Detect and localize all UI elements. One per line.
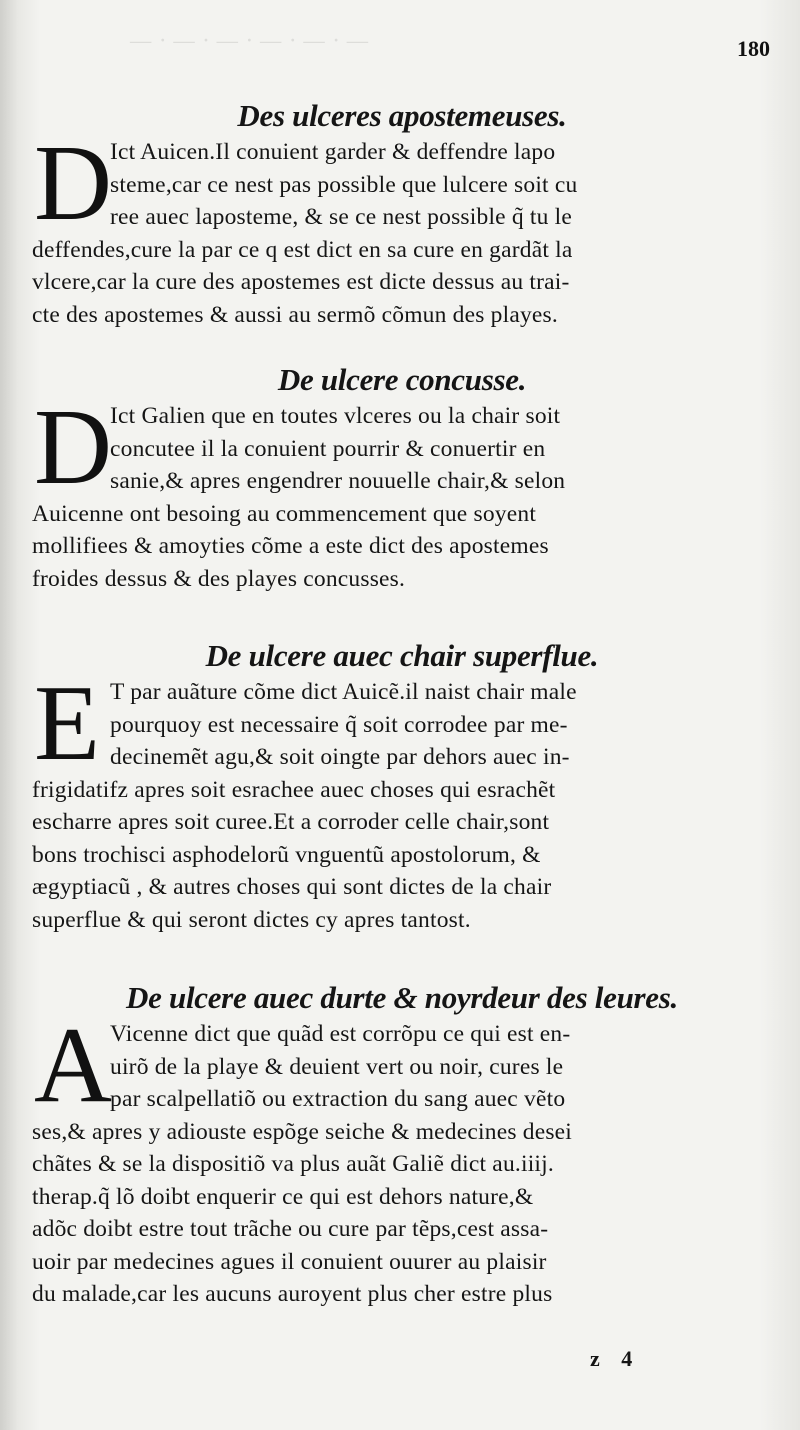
text-line: escharre apres soit curee.Et a corroder celle chair,sont (32, 809, 550, 835)
section-heading: De ulcere auec chair superflue. (205, 638, 599, 673)
text-line: froides dessus & des playes concusses. (32, 565, 406, 592)
text-line: Ict Auicen.Il conuient garder & deffendre lapo (110, 139, 556, 165)
text-line: Auicenne ont besoing au commencement que soyent (32, 500, 537, 527)
text-line: steme,car ce nest pas possible que lulcere soit cu (110, 171, 578, 198)
text-line: frigidatifz apres soit esrachee auec choses qui esrachẽt (32, 776, 556, 803)
signature-mark: z 4 (590, 1346, 641, 1371)
text-line: uoir par medecines agues il conuient ouurer au plaisir (32, 1248, 547, 1275)
section-heading: De ulcere concusse. (277, 362, 527, 397)
text-line: adõc doibt estre tout trãche ou cure par tẽps,cest assa- (32, 1216, 549, 1242)
text-line: ses,& apres y adiouste espõge seiche & medecines desei (32, 1118, 573, 1145)
drop-cap: A (34, 1006, 113, 1125)
section-ulcere-chair-superflue (32, 636, 772, 936)
text-line: concutee il la conuient pourrir & conuertir en (110, 435, 546, 462)
text-line: ree auec laposteme, & se ce nest possible q̃ tu le (110, 204, 573, 230)
text-line: mollifiees & amoyties cõme a este dict des apostemes (32, 533, 549, 559)
text-line: cte des apostemes & aussi au sermõ cõmun des playes. (32, 301, 558, 328)
text-line: chãtes & se la dispositiõ va plus auãt Galiẽ dict au.iiij. (32, 1151, 554, 1177)
text-line: sanie,& apres engendrer nouuelle chair,& selon (110, 468, 566, 494)
section-body (32, 664, 772, 936)
text-line: bons trochisci asphodelorũ vnguentũ apostolorum, & (32, 841, 541, 868)
page-number: 180 (737, 36, 770, 61)
text-line: superflue & qui seront dictes cy apres tantost. (32, 906, 471, 933)
text-line: Vicenne dict que quãd est corrõpu ce qui est en- (110, 1021, 571, 1047)
section-body (32, 388, 772, 595)
drop-cap: D (34, 124, 113, 243)
text-line: du malade,car les aucuns auroyent plus cher estre plus (32, 1281, 553, 1307)
text-line: Ict Galien que en toutes vlceres ou la chair soit (110, 403, 561, 429)
section-heading: De ulcere auec durte & noyrdeur des leures. (126, 980, 678, 1015)
text-line: vlcere,car la cure des apostemes est dicte dessus au trai- (32, 269, 570, 295)
section-body (32, 124, 772, 331)
drop-cap: D (34, 388, 113, 507)
text-line: decinemẽt agu,& soit oingte par dehors auec in- (110, 744, 570, 770)
text-line: therap.q̃ lõ doibt enquerir ce qui est dehors nature,& (32, 1183, 534, 1210)
text-line: ægyptiacũ , & autres choses qui sont dictes de la chair (32, 874, 552, 900)
section-body (32, 1006, 772, 1311)
text-line: uirõ de la playe & deuient vert ou noir, cures le (110, 1053, 564, 1080)
text-line: deffendes,cure la par ce q est dict en sa cure en gardãt la (32, 236, 573, 263)
text-line: pourquoy est necessaire q̃ soit corrodee par me- (110, 711, 568, 738)
section-ulcere-concusse (32, 360, 772, 595)
section-heading: Des ulceres apostemeuses. (237, 98, 567, 133)
drop-cap: E (34, 664, 101, 783)
section-ulceres-apostemeuses (32, 96, 772, 331)
text-line: T par auãture cõme dict Auicẽ.il naist chair male (110, 679, 577, 705)
section-ulcere-durte-leures (32, 978, 772, 1311)
bleed-through-text: — · — · — · — · — · — (130, 28, 370, 54)
text-line: par scalpellatiõ ou extraction du sang auec vẽto (110, 1086, 566, 1112)
